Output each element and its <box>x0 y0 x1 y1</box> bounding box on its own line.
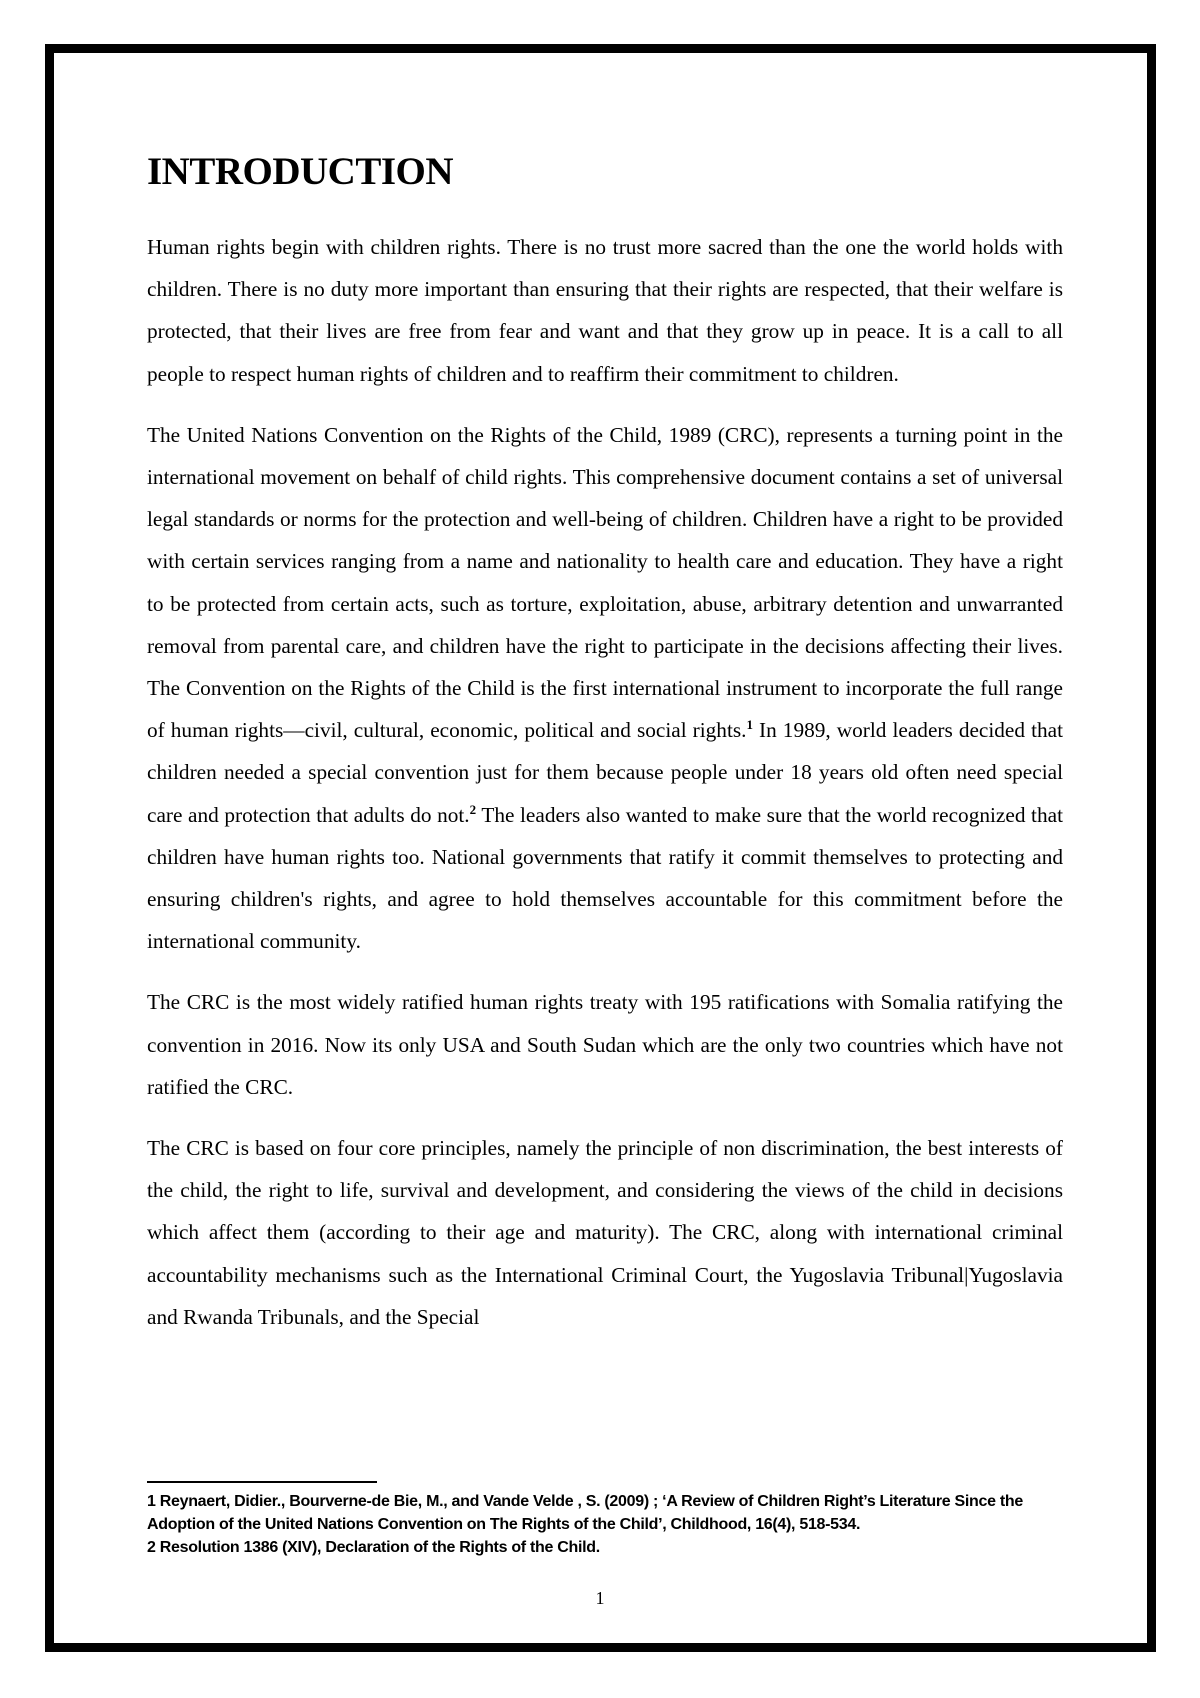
footnote-1: 1 Reynaert, Didier., Bourverne-de Bie, M., and Vande Velde , S. (2009) ; ‘A Review of Children Right’s Literature Since the Adoption of the United Nations Convention on The Rights of the Child’, Childhood, 16(4), 518-534. <box>147 1493 1023 1533</box>
paragraph-4: The CRC is based on four core principles, namely the principle of non discrimination, the best interests of the child, the right to life, survival and development, and considering the views of the child in decisions which affect them (according to their age and maturity). The CRC, along with international criminal accountability mechanisms such as the International Criminal Court, the Yugoslavia Tribunal|Yugoslavia and Rwanda Tribunals, and the Special <box>147 1136 1063 1329</box>
paragraph-1: Human rights begin with children rights. There is no trust more sacred than the one the world holds with children. There is no duty more important than ensuring that their rights are respected, that their welfare is protected, that their lives are free from fear and want and that they grow up in peace. It is a call to all people to respect human rights of children and to reaffirm their commitment to children. <box>147 235 1063 386</box>
footnote-ref-1: 1 <box>746 717 753 733</box>
footnote-separator <box>147 1481 377 1483</box>
footnote-ref-2: 2 <box>469 801 477 817</box>
page-title: INTRODUCTION <box>147 150 454 193</box>
page-number: 1 <box>595 1588 605 1608</box>
paragraph-2-part-b: In 1989, world leaders decided that children needed a special convention just for them because people under 18 years old often need special care and protection that adults do not. <box>147 718 1064 827</box>
paragraph-2-part-a: The United Nations Convention on the Rights of the Child, 1989 (CRC), represents a turning point in the international movement on behalf of child rights. This comprehensive document contains a set of universal legal standards or norms for the protection and well-being of children. Children have a right to be provided with certain services ranging from a name and nationality to health care and education. They have a right to be protected from certain acts, such as torture, exploitation, abuse, arbitrary detention and unwarranted removal from parental care, and children have the right to participate in the decisions affecting their lives. The Convention on the Rights of the Child is the first international instrument to incorporate the full range of human rights—civil, cultural, economic, political and social rights. <box>147 422 1063 743</box>
footnote-2: 2 Resolution 1386 (XIV), Declaration of the Rights of the Child. <box>147 1539 600 1556</box>
paragraph-2-part-c: The leaders also wanted to make sure that the world recognized that children have human rights too. National governments that ratify it commit themselves to protecting and ensuring children's rights, and agree to hold themselves accountable for this commitment before the international community. <box>147 802 1063 954</box>
paragraph-2 <box>147 414 1063 963</box>
document-body <box>147 142 1063 1357</box>
footnotes <box>147 1490 1067 1559</box>
paragraph-3: The CRC is the most widely ratified human rights treaty with 195 ratifications with Somalia ratifying the convention in 2016. Now its only USA and South Sudan which are the only two countries which have not ratified the CRC. <box>147 990 1063 1099</box>
